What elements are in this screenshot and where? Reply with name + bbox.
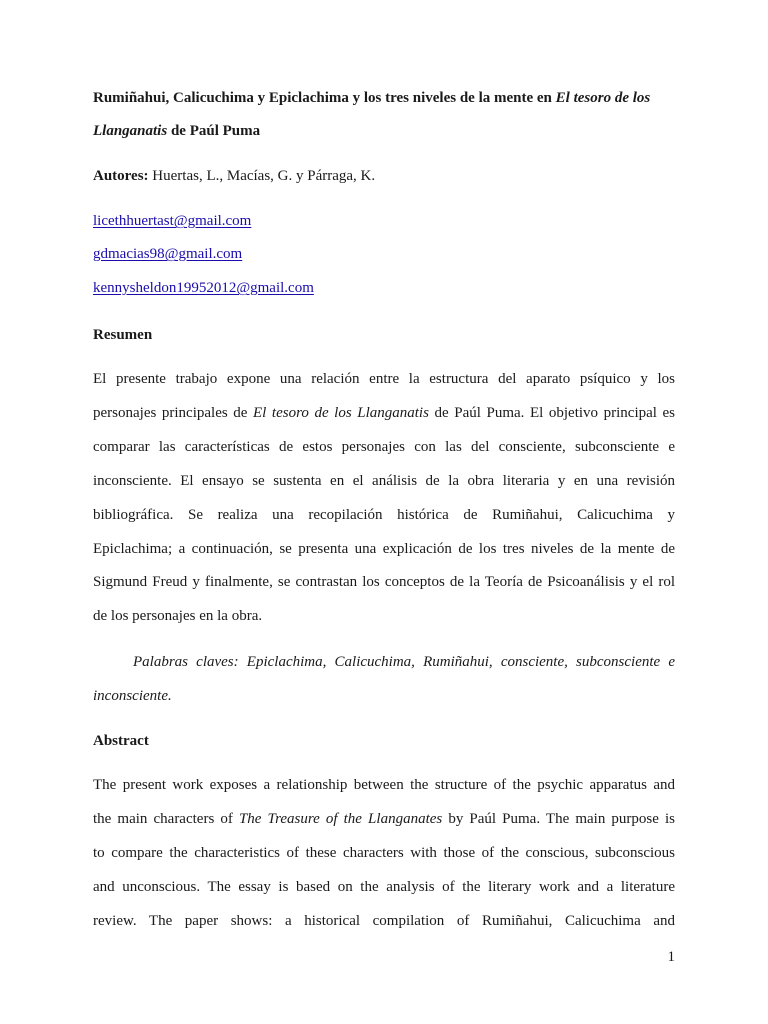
email-item[interactable] — [93, 279, 314, 297]
abstract-line — [93, 810, 675, 828]
resumen-line: Sigmund Freud y finalmente, se contrastan los conceptos de la Teoría de Psicoanálisis y el rol — [93, 574, 675, 590]
resumen-line: El presente trabajo expone una relación entre la estructura del aparato psíquico y los — [93, 371, 675, 387]
paper-title-line-2 — [93, 122, 260, 140]
title-italic-part: El tesoro de los — [555, 90, 651, 106]
text-part: by Paúl Puma. The main purpose is — [442, 811, 675, 827]
paper-title-line-1 — [93, 89, 650, 107]
book-title: The Treasure of the Llanganates — [238, 811, 443, 827]
keywords-line: Palabras claves: Epiclachima, Calicuchima, Rumiñahui, consciente, subconsciente e — [133, 654, 675, 670]
resumen-heading: Resumen — [93, 327, 153, 343]
abstract-line: and unconscious. The essay is based on the analysis of the literary work and a literature — [93, 879, 675, 895]
abstract-line: to compare the characteristics of these characters with those of the conscious, subconscious — [93, 845, 675, 861]
resumen-line: de los personajes en la obra. — [93, 608, 263, 624]
email-link[interactable]: licethhuertast@gmail.com — [93, 213, 252, 229]
book-title: El tesoro de los Llanganatis — [253, 405, 429, 421]
title-part: Rumiñahui, Calicuchima y Epiclachima y los tres niveles de la mente en — [93, 90, 556, 106]
resumen-line: comparar las características de estos personajes con las del consciente, subconsciente e — [93, 439, 675, 455]
resumen-line — [93, 404, 675, 422]
authors-line — [93, 167, 375, 185]
text-part: the main characters of — [93, 811, 239, 827]
email-link[interactable]: gdmacias98@gmail.com — [93, 246, 243, 262]
title-part: de Paúl Puma — [167, 123, 261, 139]
abstract-line: review. The paper shows: a historical compilation of Rumiñahui, Calicuchima and — [93, 913, 675, 929]
email-link[interactable]: kennysheldon19952012@gmail.com — [93, 280, 314, 296]
resumen-line: inconsciente. El ensayo se sustenta en el análisis de la obra literaria y en una revisión — [93, 473, 675, 489]
resumen-line: Epiclachima; a continuación, se presenta una explicación de los tres niveles de la mente de — [93, 541, 675, 557]
text-part: de Paúl Puma. El objetivo principal es — [428, 405, 676, 421]
resumen-line: bibliográfica. Se realiza una recopilación histórica de Rumiñahui, Calicuchima y — [93, 507, 675, 523]
authors-names: Huertas, L., Macías, G. y Párraga, K. — [148, 168, 376, 184]
email-item[interactable] — [93, 245, 242, 263]
text-part: personajes principales de — [93, 405, 254, 421]
email-item[interactable] — [93, 212, 251, 230]
authors-label: Autores: — [93, 168, 149, 184]
abstract-heading: Abstract — [93, 733, 149, 749]
page-number: 1 — [667, 949, 675, 965]
keywords-line: inconsciente. — [93, 688, 172, 704]
abstract-line: The present work exposes a relationship between the structure of the psychic apparatus and — [93, 777, 675, 793]
title-italic-part: Llanganatis — [93, 123, 168, 139]
